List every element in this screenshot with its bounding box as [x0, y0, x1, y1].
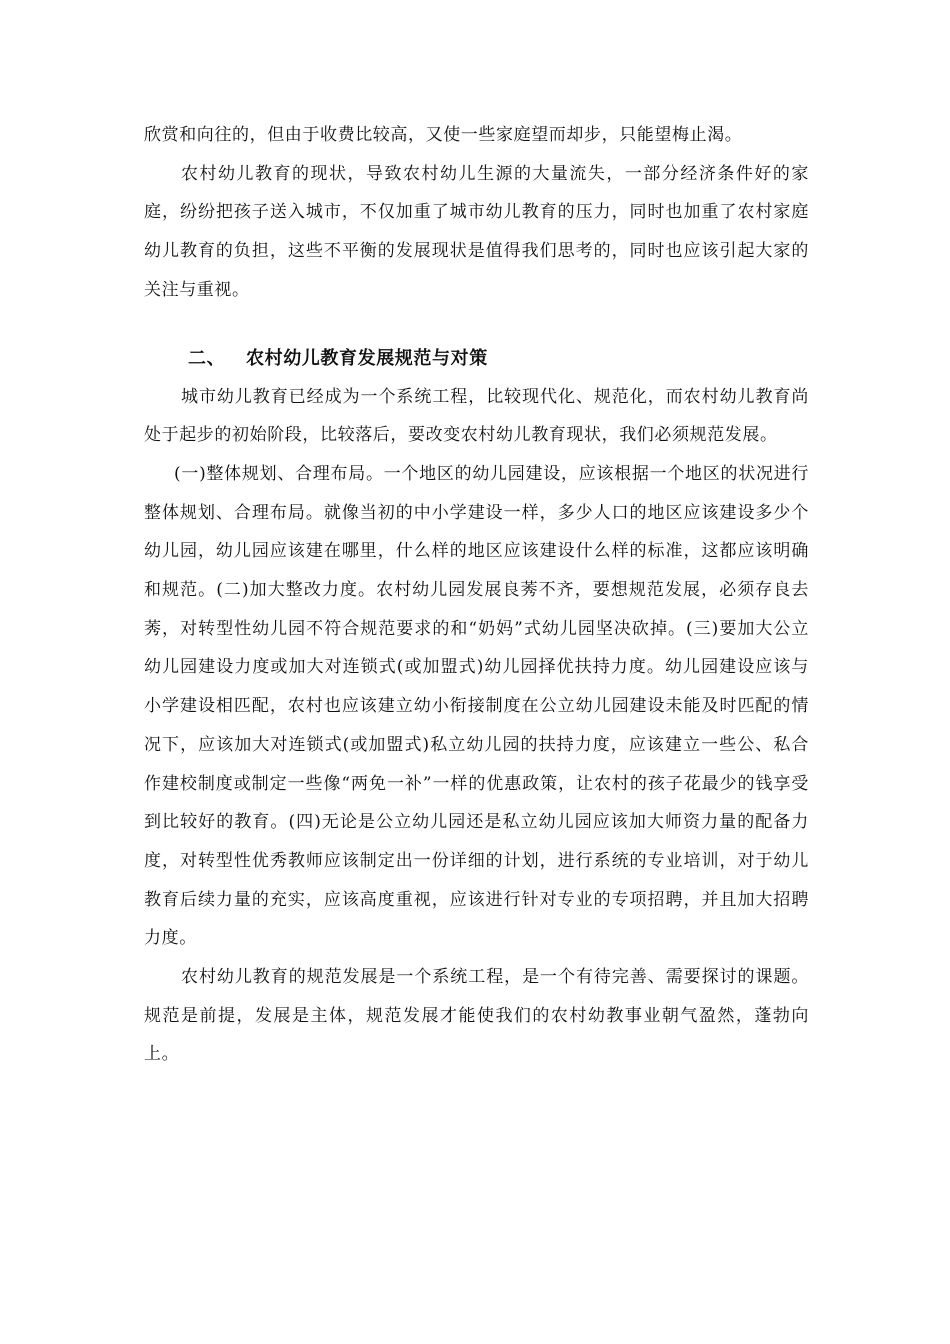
paragraph-conclusion: 农村幼儿教育的规范发展是一个系统工程，是一个有待完善、需要探讨的课题。规范是前提，发展是主体，规范发展才能使我们的农村幼教事业朝气盈然，蓬勃向上。: [144, 967, 809, 1065]
section-heading: [144, 340, 809, 378]
paragraph-measures: (一)整体规划、合理布局。一个地区的幼儿园建设，应该根据一个地区的状况进行整体规划、合理布局。就像当初的中小学建设一样，多少人口的地区应该建设多少个幼儿园，幼儿园应该建在哪里，什么样的地区应该建设什么样的标准，这都应该明确和规范。(二)加大整改力度。农村幼儿园发展良莠不齐，要想规范发展，必须存良去莠，对转型性幼儿园不符合规范要求的和“奶妈”式幼儿园坚决砍掉。(三)要加大公立幼儿园建设力度或加大对连锁式(或加盟式)幼儿园择优扶持力度。幼儿园建设应该与小学建设相匹配，农村也应该建立幼小衔接制度在公立幼儿园建设未能及时匹配的情况下，应该加大对连锁式(或加盟式)私立幼儿园的扶持力度，应该建立一些公、私合作建校制度或制定一些像“两免一补”一样的优惠政策，让农村的孩子花最少的钱享受到比较好的教育。(四)无论是公立幼儿园还是私立幼儿园应该加大师资力量的配备力度，对转型性优秀教师应该制定出一份详细的计划，进行系统的专业培训，对于幼儿教育后续力量的充实，应该高度重视，应该进行针对专业的专项招聘，并且加大招聘力度。: [144, 463, 809, 949]
paragraph-city-education: 城市幼儿教育已经成为一个系统工程，比较现代化、规范化，而农村幼儿教育尚处于起步的初始阶段，比较落后，要改变农村幼儿教育现状，我们必须规范发展。: [144, 386, 809, 446]
paragraph-intro-tail: 欣赏和向往的，但由于收费比较高，又使一些家庭望而却步，只能望梅止渴。: [144, 125, 743, 145]
section-heading-number: 二、: [188, 347, 226, 369]
document-body: [144, 116, 809, 1074]
section-heading-title: 农村幼儿教育发展规范与对策: [246, 347, 488, 369]
paragraph-rural-status: 农村幼儿教育的现状，导致农村幼儿生源的大量流失，一部分经济条件好的家庭，纷纷把孩子送入城市，不仅加重了城市幼儿教育的压力，同时也加重了农村家庭幼儿教育的负担，这些不平衡的发展现状是值得我们思考的，同时也应该引起大家的关注与重视。: [144, 163, 809, 300]
